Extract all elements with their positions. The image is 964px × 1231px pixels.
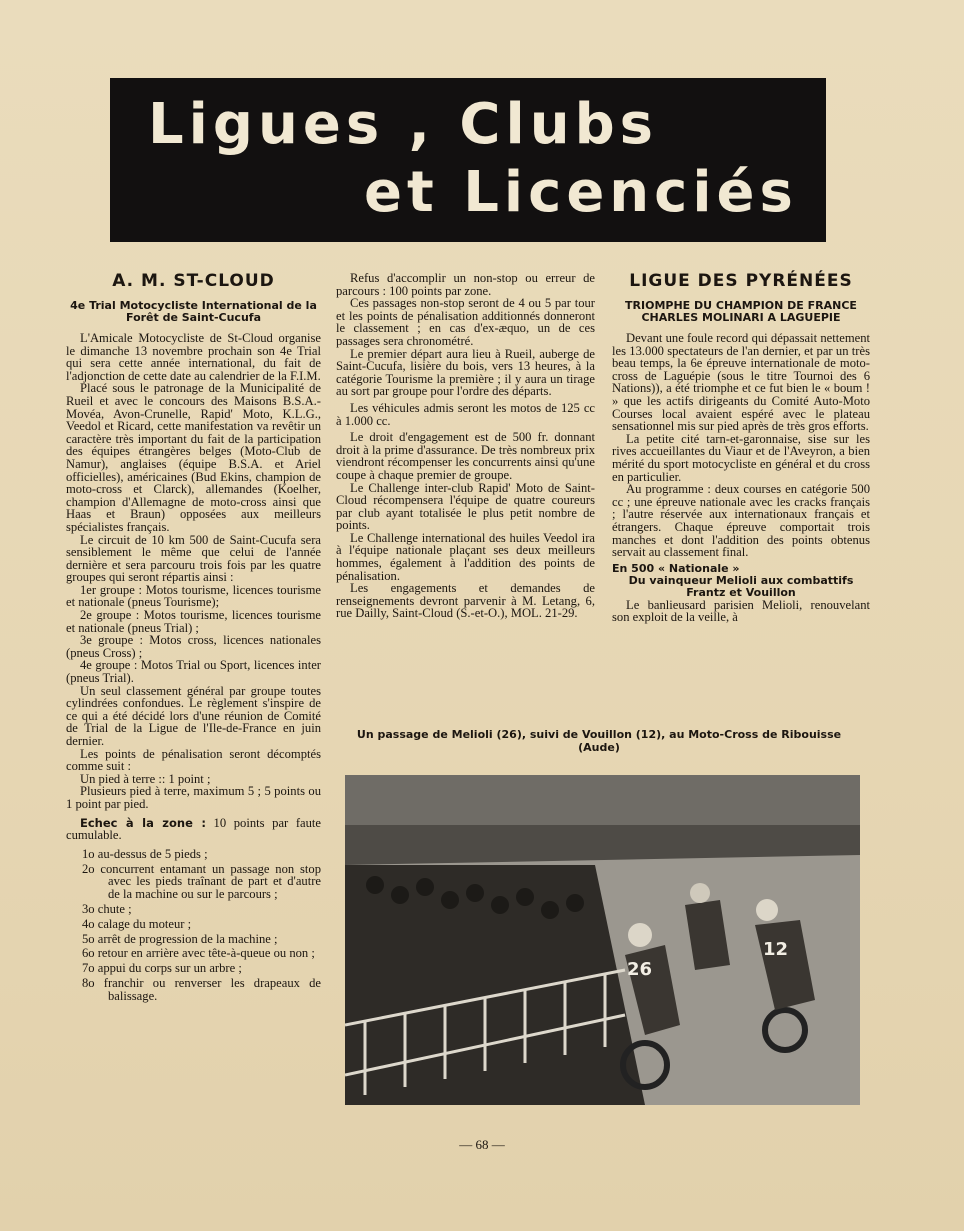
group-line: 2e groupe : Motos tourisme, licences tourisme et nationale (pneus Trial) ; <box>66 608 321 635</box>
section-subtitle: En 500 « Nationale » <box>612 561 740 575</box>
page-number: — 68 — <box>459 1137 505 1152</box>
paragraph: Un pied à terre :: 1 point ; <box>80 771 211 786</box>
list-item: 2o concurrent entamant un passage non stop avec les pieds traînant de part et d'autre de la machine ou sur le parcours ; <box>82 861 321 902</box>
paragraph: Le banlieusard parisien Melioli, renouvelant son exploit de la veille, à <box>612 597 870 625</box>
page-title-line2: et Licenciés <box>364 160 798 225</box>
bold-label: Echec à la zone : <box>80 815 206 830</box>
penalty-list <box>66 848 321 1003</box>
paragraph: Devant une foule record qui dépassait nettement les 13.000 spectateurs de l'an dernier, et par un très beau temps, la 6e épreuve internationale de moto-cross de Laguépie (sous le titre Tournoi des 6 Nations)), a été triomphe et ce fut bien le « boum ! » que les actifs dirigeants du Comité Auto-Moto Courses local avaient espéré avec le plateau sensationnel mis sur pied après de très gros efforts. <box>612 331 870 434</box>
race-photo <box>345 775 860 1105</box>
paragraph: La petite cité tarn-et-garonnaise, sise sur les rives accueillantes du Viaur et de l'Aveyron, a bien mérité du sport motocycliste en général et du cross en particulier. <box>612 431 870 484</box>
paragraph: Le Challenge inter-club Rapid' Moto de Saint-Cloud récompensera l'équipe de quatre coureurs par club ayant totalisée le plus petit nombre de points. <box>336 480 595 533</box>
paragraph: Les points de pénalisation seront décomptés comme suit : <box>66 746 321 774</box>
paragraph: Les véhicules admis seront les motos de 125 cc à 1.000 cc. <box>336 400 595 428</box>
paragraph: Les engagements et demandes de renseignements devront parvenir à M. Letang, 6, rue Dailly, Saint-Cloud (S.-et-O.), MOL. 21-29. <box>336 581 595 621</box>
list-item: 7o appui du corps sur un arbre ; <box>82 961 242 976</box>
svg-text:12: 12 <box>763 939 789 960</box>
left-column <box>66 272 321 1005</box>
group-line: 4e groupe : Motos Trial ou Sport, licences inter (pneus Trial). <box>66 658 321 686</box>
paragraph: Le premier départ aura lieu à Rueil, auberge de Saint-Cucufa, lisière du bois, vers 13 heures, à la catégorie Tourisme la première ; il y aura un tirage au sort par groupe pour l'ordre des départs. <box>336 346 595 399</box>
paragraph-rest: 10 points par faute cumulable. <box>66 815 321 843</box>
photo-caption: Un passage de Melioli (26), suivi de Vouillon (12), au Moto-Cross de Ribouisse (Aude) <box>356 728 842 754</box>
section-subtitle: Du vainqueur Melioli aux combattifs Frantz et Vouillon <box>628 573 854 599</box>
paragraph: Le droit d'engagement est de 500 fr. donnant droit à la prime d'assurance. De très nombreux prix viendront récompenser les concurrents ainsi qu'une coupe à chaque premier de groupe. <box>336 430 595 482</box>
paragraph: Placé sous le patronage de la Municipalité de Rueil et avec le concours des Maisons B.S.A.-Movéa, Avon-Crunelle, Rapid' Moto, K.L.G., Veedol et Ricard, cette manifestation va revêtir un caractère très important du fait de la participation des équipes étrangères belges (Moto-Club de Namur), anglaises (équipe B.S.A. et Ariel officielles), américaines (Bud Ekins, champion de moto-cross et Clarck), allemandes (Koelher, champion d'Allemagne de moto-cross ainsi que Haas et Braun) opposées aux meilleurs spécialistes français. <box>66 381 321 534</box>
middle-column <box>336 272 595 620</box>
league-heading: LIGUE DES PYRÉNÉES <box>629 271 853 291</box>
list-item: 1o au-dessus de 5 pieds ; <box>82 846 208 861</box>
svg-text:26: 26 <box>627 959 653 980</box>
article-subtitle: TRIOMPHE DU CHAMPION DE FRANCE CHARLES MOLINARI A LAGUEPIE <box>625 299 857 324</box>
paragraph: Un seul classement général par groupe toutes cylindrées confondues. Le règlement s'inspire de ce qui a été décidé lors d'une réunion de Comité de Trial de la Ligue de l'Ile-de-France en juin dernier. <box>66 683 321 748</box>
list-item: 5o arrêt de progression de la machine ; <box>82 931 278 946</box>
list-item: 3o chute ; <box>82 901 132 916</box>
photo-illustration <box>345 775 860 1105</box>
page-title-line1: Ligues , Clubs <box>148 92 658 157</box>
paragraph: Plusieurs pied à terre, maximum 5 ; 5 points ou 1 point par pied. <box>66 784 321 811</box>
paragraph: Au programme : deux courses en catégorie 500 cc ; une épreuve nationale avec les cracks français ; l'autre réservée aux internationaux français et étrangers. Chaque épreuve comportait trois manches et dont l'addition des points obtenus servait au classement final. <box>612 482 870 560</box>
paragraph: Le circuit de 10 km 500 de Saint-Cucufa sera sensiblement le même que celui de l'année dernière et sera parcouru trois fois par les quatre groupes qui seront répartis ainsi : <box>66 532 321 585</box>
list-item: 8o franchir ou renverser les drapeaux de balissage. <box>82 975 321 1003</box>
list-item: 4o calage du moteur ; <box>82 916 192 931</box>
article-subtitle: 4e Trial Motocycliste International de la Forêt de Saint-Cucufa <box>70 299 317 324</box>
list-item: 6o retour en arrière avec tête-à-queue ou non ; <box>82 946 315 961</box>
paragraph: Refus d'accomplir un non-stop ou erreur de parcours : 100 points par zone. <box>336 271 595 298</box>
paragraph: L'Amicale Motocycliste de St-Cloud organise le dimanche 13 novembre prochain son 4e Trial qui sera cette année international, du fait de l'adjonction de cette date au calendrier de la F.I.M. <box>66 331 321 383</box>
right-column <box>612 272 870 624</box>
group-line: 3e groupe : Motos cross, licences nationales (pneus Cross) ; <box>66 633 321 660</box>
paragraph: Le Challenge international des huiles Veedol ira à l'équipe nationale plaçant ses deux meilleurs hommes, également à l'addition des points de pénalisation. <box>336 530 595 583</box>
paragraph: Ces passages non-stop seront de 4 ou 5 par tour et les points de pénalisation additionnés donneront le classement ; en cas d'ex-æquo, un de ces passages sera chronométré. <box>336 296 595 348</box>
paragraph <box>66 817 321 842</box>
club-heading: A. M. ST-CLOUD <box>112 271 275 291</box>
group-line: 1er groupe : Motos tourisme, licences tourisme et nationale (pneus Tourisme); <box>66 582 321 610</box>
